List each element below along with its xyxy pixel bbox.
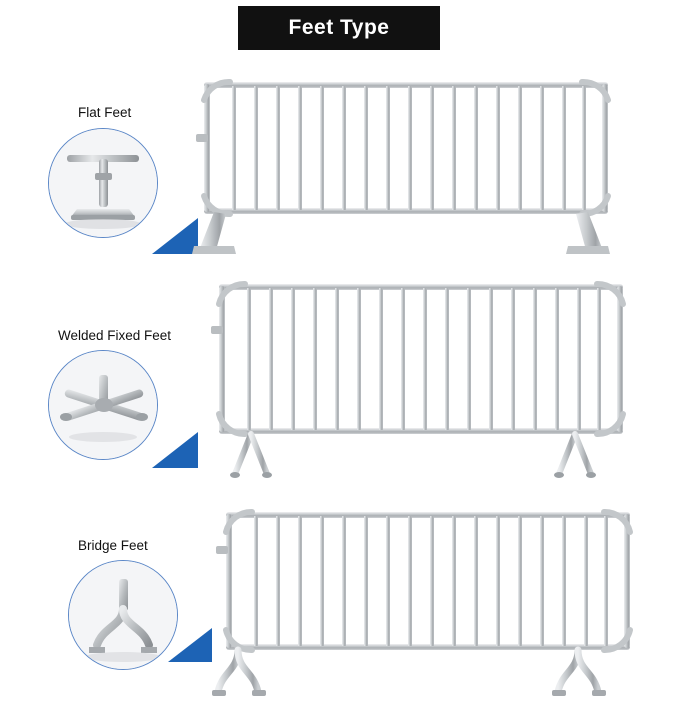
- page-title: Feet Type: [288, 16, 390, 39]
- section-label-flat-feet: Flat Feet: [78, 105, 132, 120]
- crowd-control-barrier-flat-feet-icon: [190, 60, 660, 260]
- barrier-flat-feet: [190, 60, 660, 260]
- section-label-bridge-feet: Bridge Feet: [78, 538, 148, 553]
- welded-fixed-feet-detail-circle: [48, 350, 158, 460]
- crowd-control-barrier-welded-fixed-feet-icon: [205, 270, 665, 490]
- section-label-welded-fixed-feet: Welded Fixed Feet: [58, 328, 172, 343]
- title-banner: [238, 6, 440, 50]
- barrier-welded-fixed-feet: [205, 270, 665, 490]
- flat-feet-detail-circle: [48, 128, 158, 238]
- bridge-feet-detail-icon: [69, 561, 177, 669]
- bridge-feet-detail-circle: [68, 560, 178, 670]
- crowd-control-barrier-bridge-feet-icon: [200, 500, 665, 705]
- welded-fixed-feet-detail-icon: [49, 351, 157, 459]
- barrier-bridge-feet: [200, 500, 665, 705]
- pointer-welded-fixed-feet: [152, 432, 198, 468]
- flat-feet-detail-icon: [49, 129, 157, 237]
